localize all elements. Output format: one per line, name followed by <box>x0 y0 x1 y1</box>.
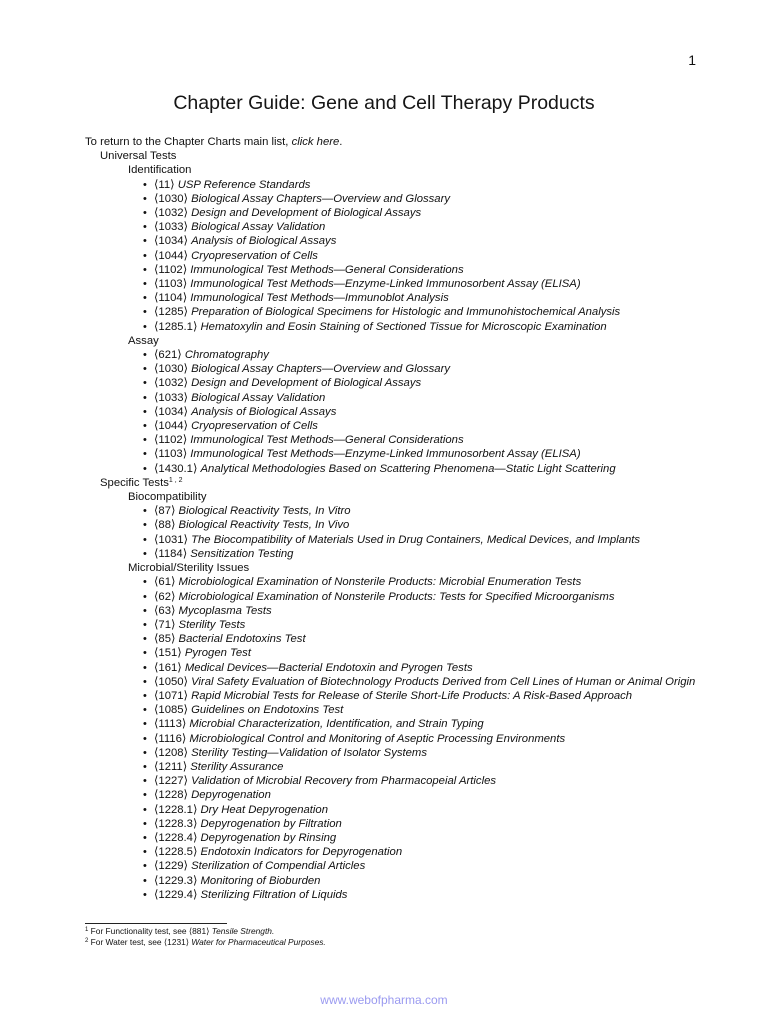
bullet-icon: • <box>143 789 147 802</box>
biocompatibility-list <box>0 504 768 561</box>
intro-line <box>0 135 768 149</box>
list-item[interactable] <box>0 817 768 831</box>
list-item[interactable] <box>0 874 768 888</box>
chapter-number: ⟨1050⟩ <box>154 675 192 688</box>
list-item[interactable] <box>0 675 768 689</box>
chapter-number: ⟨1227⟩ <box>154 775 192 788</box>
chapter-title-link[interactable]: Monitoring of Bioburden <box>200 874 321 887</box>
footnote-divider <box>85 923 227 924</box>
list-item[interactable] <box>0 518 768 532</box>
chapter-number: ⟨1031⟩ <box>154 533 192 546</box>
chapter-title-link[interactable]: Analysis of Biological Assays <box>191 405 337 418</box>
list-item[interactable] <box>0 618 768 632</box>
bullet-icon: • <box>143 235 147 248</box>
footnote-number: 1 <box>85 927 89 933</box>
bullet-icon: • <box>143 462 147 475</box>
list-item[interactable] <box>0 774 768 788</box>
chapter-number: ⟨1228.3⟩ <box>154 817 201 830</box>
chapter-number: ⟨1228.4⟩ <box>154 831 201 844</box>
chapter-number: ⟨1285⟩ <box>154 306 192 319</box>
footnotes <box>85 926 326 948</box>
bullet-icon: • <box>143 831 147 844</box>
footnote-2 <box>85 937 326 948</box>
biocompatibility-heading: Biocompatibility <box>128 491 207 504</box>
list-item[interactable] <box>0 604 768 618</box>
microbial-sterility-list <box>0 575 768 902</box>
chapter-number: ⟨1102⟩ <box>154 263 191 276</box>
bullet-icon: • <box>143 661 147 674</box>
list-item[interactable] <box>0 362 768 376</box>
chapter-title-link[interactable]: Biological Assay Validation <box>191 221 326 234</box>
list-item[interactable] <box>0 234 768 248</box>
chapter-number: ⟨1102⟩ <box>154 434 191 447</box>
chapter-number: ⟨1229.4⟩ <box>154 888 201 901</box>
chapter-title-link[interactable]: Viral Safety Evaluation of Biotechnology Products Derived from Cell Lines of Human or Animal Origin <box>191 675 696 688</box>
bullet-icon: • <box>143 618 147 631</box>
chapter-number: ⟨1044⟩ <box>154 420 192 433</box>
chapter-number: ⟨1033⟩ <box>154 221 192 234</box>
chapter-number: ⟨1228.5⟩ <box>154 846 201 859</box>
list-item[interactable] <box>0 888 768 902</box>
intro-text: To return to the Chapter Charts main list, <box>85 136 292 148</box>
chapter-title-link[interactable]: Chromatography <box>184 349 269 362</box>
bullet-icon: • <box>143 434 147 447</box>
bullet-icon: • <box>143 178 147 191</box>
list-item[interactable] <box>0 348 768 362</box>
bullet-icon: • <box>143 207 147 220</box>
list-item[interactable] <box>0 646 768 660</box>
bullet-icon: • <box>143 760 147 773</box>
universal-tests-heading: Universal Tests <box>100 150 177 163</box>
specific-tests-footnote-ref[interactable]: 1 , 2 <box>168 476 183 484</box>
chapter-title-link[interactable]: Immunological Test Methods—Enzyme-Linked Immunosorbent Assay (ELISA) <box>190 448 581 461</box>
bullet-icon: • <box>143 221 147 234</box>
chapter-title-link[interactable]: Medical Devices—Bacterial Endotoxin and Pyrogen Tests <box>184 661 473 674</box>
chapter-number: ⟨61⟩ <box>154 576 179 589</box>
chapter-number: ⟨1113⟩ <box>154 718 190 731</box>
bullet-icon: • <box>143 746 147 759</box>
chapter-number: ⟨621⟩ <box>154 349 185 362</box>
list-item[interactable] <box>0 291 768 305</box>
chapter-number: ⟨87⟩ <box>154 505 179 518</box>
chapter-title-link[interactable]: Depyrogenation <box>191 789 271 802</box>
chapter-title-link[interactable]: Immunological Test Methods—General Considerations <box>190 434 464 447</box>
chapter-number: ⟨151⟩ <box>154 647 185 660</box>
bullet-icon: • <box>143 732 147 745</box>
list-item[interactable] <box>0 760 768 774</box>
footnote-reference[interactable]: Tensile Strength. <box>211 926 275 936</box>
bullet-icon: • <box>143 391 147 404</box>
bullet-icon: • <box>143 888 147 901</box>
bullet-icon: • <box>143 292 147 305</box>
specific-tests-heading <box>0 476 768 490</box>
chapter-title-link[interactable]: Biological Assay Validation <box>191 391 326 404</box>
list-item[interactable] <box>0 405 768 419</box>
chapter-title-link[interactable]: Dry Heat Depyrogenation <box>200 803 328 816</box>
list-item[interactable] <box>0 547 768 561</box>
bullet-icon: • <box>143 647 147 660</box>
chapter-title-link[interactable]: The Biocompatibility of Materials Used in Drug Containers, Medical Devices, and Implants <box>191 533 641 546</box>
list-item[interactable] <box>0 320 768 334</box>
bullet-icon: • <box>143 533 147 546</box>
chapter-title-link[interactable]: Sterility Tests <box>178 618 246 631</box>
chapter-number: ⟨1034⟩ <box>154 405 192 418</box>
bullet-icon: • <box>143 689 147 702</box>
bullet-icon: • <box>143 633 147 646</box>
page-title: Chapter Guide: Gene and Cell Therapy Products <box>173 92 595 114</box>
bullet-icon: • <box>143 775 147 788</box>
chapter-number: ⟨1116⟩ <box>154 732 190 745</box>
chapter-number: ⟨1184⟩ <box>154 547 191 560</box>
chapter-title-link[interactable]: Depyrogenation by Filtration <box>200 817 342 830</box>
bullet-icon: • <box>143 420 147 433</box>
chapter-number: ⟨1033⟩ <box>154 391 192 404</box>
microbial-sterility-heading: Microbial/Sterility Issues <box>128 562 250 575</box>
list-item[interactable] <box>0 391 768 405</box>
chapter-title-link[interactable]: Sensitization Testing <box>190 547 294 560</box>
chapter-number: ⟨1103⟩ <box>154 448 191 461</box>
chapter-number: ⟨71⟩ <box>154 618 179 631</box>
chapter-number: ⟨63⟩ <box>154 604 179 617</box>
bullet-icon: • <box>143 675 147 688</box>
bullet-icon: • <box>143 590 147 603</box>
assay-list <box>0 348 768 476</box>
chapter-title-link[interactable]: Design and Development of Biological Assays <box>191 377 422 390</box>
bullet-icon: • <box>143 278 147 291</box>
chapter-number: ⟨1104⟩ <box>154 292 191 305</box>
chapter-title-link[interactable]: Design and Development of Biological Assays <box>191 207 422 220</box>
chapter-title-link[interactable]: Mycoplasma Tests <box>178 604 272 617</box>
chapter-number: ⟨1430.1⟩ <box>154 462 201 475</box>
list-item[interactable] <box>0 661 768 675</box>
chapter-number: ⟨1229⟩ <box>154 860 192 873</box>
bullet-icon: • <box>143 547 147 560</box>
chapter-number: ⟨1085⟩ <box>154 704 192 717</box>
chapter-title-link[interactable]: Cryopreservation of Cells <box>191 420 318 433</box>
chapter-title-link[interactable]: Pyrogen Test <box>184 647 251 660</box>
chapter-number: ⟨1229.3⟩ <box>154 874 201 887</box>
list-item[interactable] <box>0 788 768 802</box>
chapter-title-link[interactable]: Preparation of Biological Specimens for Histologic and Immunohistochemical Analysis <box>191 306 621 319</box>
chapter-number: ⟨88⟩ <box>154 519 179 532</box>
list-item[interactable] <box>0 859 768 873</box>
chapter-number: ⟨1211⟩ <box>154 760 191 773</box>
bullet-icon: • <box>143 846 147 859</box>
list-item[interactable] <box>0 305 768 319</box>
bullet-icon: • <box>143 249 147 262</box>
list-item[interactable] <box>0 192 768 206</box>
chapter-number: ⟨161⟩ <box>154 661 185 674</box>
chapter-title-link[interactable]: Biological Assay Chapters—Overview and Glossary <box>191 192 450 205</box>
footnote-1 <box>85 926 326 937</box>
chapter-title-link[interactable]: Guidelines on Endotoxins Test <box>191 704 344 717</box>
bullet-icon: • <box>143 505 147 518</box>
list-item[interactable] <box>0 575 768 589</box>
identification-list <box>0 178 768 334</box>
chapter-number: ⟨1034⟩ <box>154 235 192 248</box>
chapter-title-link[interactable]: Microbial Characterization, Identification, and Strain Typing <box>189 718 484 731</box>
list-item[interactable] <box>0 590 768 604</box>
chapter-number: ⟨1032⟩ <box>154 377 192 390</box>
list-item[interactable] <box>0 277 768 291</box>
footnote-prefix: For Water test, see ⟨1231⟩ <box>90 937 192 947</box>
list-item[interactable] <box>0 263 768 277</box>
chapter-title-link[interactable]: Microbiological Examination of Nonsterile Products: Tests for Specified Microorganisms <box>178 590 615 603</box>
bullet-icon: • <box>143 263 147 276</box>
list-item[interactable] <box>0 689 768 703</box>
chapter-number: ⟨1030⟩ <box>154 363 192 376</box>
identification-heading: Identification <box>128 164 192 177</box>
chapter-number: ⟨1103⟩ <box>154 278 191 291</box>
chapter-title-link[interactable]: Immunological Test Methods—Immunoblot Analysis <box>190 292 449 305</box>
chapter-title-link[interactable]: Analysis of Biological Assays <box>191 235 337 248</box>
chapter-title-link[interactable]: Biological Assay Chapters—Overview and Glossary <box>191 363 450 376</box>
list-item[interactable] <box>0 732 768 746</box>
chapter-number: ⟨11⟩ <box>154 178 178 191</box>
list-item[interactable] <box>0 632 768 646</box>
bullet-icon: • <box>143 377 147 390</box>
chapter-title-link[interactable]: Rapid Microbial Tests for Release of Sterile Short-Life Products: A Risk-Based Approach <box>191 689 633 702</box>
list-item[interactable] <box>0 376 768 390</box>
chapter-number: ⟨1228.1⟩ <box>154 803 201 816</box>
chapter-title-link[interactable]: Microbiological Control and Monitoring of Aseptic Processing Environments <box>189 732 566 745</box>
chapter-number: ⟨1030⟩ <box>154 192 192 205</box>
bullet-icon: • <box>143 576 147 589</box>
bullet-icon: • <box>143 718 147 731</box>
chapter-title-link[interactable]: Endotoxin Indicators for Depyrogenation <box>200 846 403 859</box>
footnote-reference[interactable]: Water for Pharmaceutical Purposes. <box>191 937 326 947</box>
bullet-icon: • <box>143 306 147 319</box>
bullet-icon: • <box>143 405 147 418</box>
bullet-icon: • <box>143 604 147 617</box>
chapter-title-link[interactable]: Immunological Test Methods—Enzyme-Linked Immunosorbent Assay (ELISA) <box>190 278 581 291</box>
chapter-number: ⟨1208⟩ <box>154 746 192 759</box>
chapter-number: ⟨62⟩ <box>154 590 179 603</box>
website-link[interactable]: www.webofpharma.com <box>320 993 448 1007</box>
bullet-icon: • <box>143 874 147 887</box>
chapter-title-link[interactable]: Cryopreservation of Cells <box>191 249 318 262</box>
chapter-title-link[interactable]: Depyrogenation by Rinsing <box>200 831 337 844</box>
chapter-title-link[interactable]: Sterility Testing—Validation of Isolator Systems <box>191 746 427 759</box>
list-item[interactable] <box>0 803 768 817</box>
chapter-number: ⟨1071⟩ <box>154 689 192 702</box>
footnote-prefix: For Functionality test, see ⟨881⟩ <box>90 926 212 936</box>
list-item[interactable] <box>0 533 768 547</box>
bullet-icon: • <box>143 192 147 205</box>
chapter-title-link[interactable]: USP Reference Standards <box>177 178 311 191</box>
chapter-title-link[interactable]: Sterilization of Compendial Articles <box>191 860 366 873</box>
chapter-title-link[interactable]: Microbiological Examination of Nonsterile Products: Microbial Enumeration Tests <box>178 576 582 589</box>
chapter-title-link[interactable]: Sterilizing Filtration of Liquids <box>200 888 348 901</box>
click-here-link[interactable]: click here <box>291 136 340 148</box>
footnote-number: 2 <box>85 938 89 944</box>
list-item[interactable] <box>0 206 768 220</box>
list-item[interactable] <box>0 462 768 476</box>
list-item[interactable] <box>0 703 768 717</box>
chapter-number: ⟨1228⟩ <box>154 789 192 802</box>
bullet-icon: • <box>143 860 147 873</box>
bullet-icon: • <box>143 519 147 532</box>
list-item[interactable] <box>0 831 768 845</box>
bullet-icon: • <box>143 817 147 830</box>
bullet-icon: • <box>143 704 147 717</box>
list-item[interactable] <box>0 504 768 518</box>
chapter-number: ⟨85⟩ <box>154 633 179 646</box>
list-item[interactable] <box>0 178 768 192</box>
assay-heading: Assay <box>128 334 159 347</box>
chapter-title-link[interactable]: Validation of Microbial Recovery from Pharmacopeial Articles <box>191 775 497 788</box>
bullet-icon: • <box>143 448 147 461</box>
chapter-title-link[interactable]: Sterility Assurance <box>190 760 284 773</box>
chapter-title-link[interactable]: Biological Reactivity Tests, In Vitro <box>178 505 351 518</box>
bullet-icon: • <box>143 349 147 362</box>
list-item[interactable] <box>0 249 768 263</box>
list-item[interactable] <box>0 220 768 234</box>
list-item[interactable] <box>0 433 768 447</box>
bullet-icon: • <box>143 803 147 816</box>
chapter-number: ⟨1044⟩ <box>154 249 192 262</box>
bullet-icon: • <box>143 363 147 376</box>
chapter-title-link[interactable]: Bacterial Endotoxins Test <box>178 633 306 646</box>
chapter-number: ⟨1032⟩ <box>154 207 192 220</box>
list-item[interactable] <box>0 447 768 461</box>
chapter-number: ⟨1285.1⟩ <box>154 320 201 333</box>
list-item[interactable] <box>0 419 768 433</box>
bullet-icon: • <box>143 320 147 333</box>
specific-tests-label: Specific Tests <box>100 476 169 489</box>
chapter-content <box>0 135 768 902</box>
list-item[interactable] <box>0 845 768 859</box>
list-item[interactable] <box>0 746 768 760</box>
intro-end: . <box>339 136 343 148</box>
chapter-title-link[interactable]: Biological Reactivity Tests, In Vivo <box>178 519 350 532</box>
page-number: 1 <box>688 52 696 68</box>
chapter-title-link[interactable]: Analytical Methodologies Based on Scattering Phenomena—Static Light Scattering <box>200 462 616 475</box>
chapter-title-link[interactable]: Hematoxylin and Eosin Staining of Sectioned Tissue for Microscopic Examination <box>200 320 607 333</box>
chapter-title-link[interactable]: Immunological Test Methods—General Considerations <box>190 263 464 276</box>
list-item[interactable] <box>0 717 768 731</box>
